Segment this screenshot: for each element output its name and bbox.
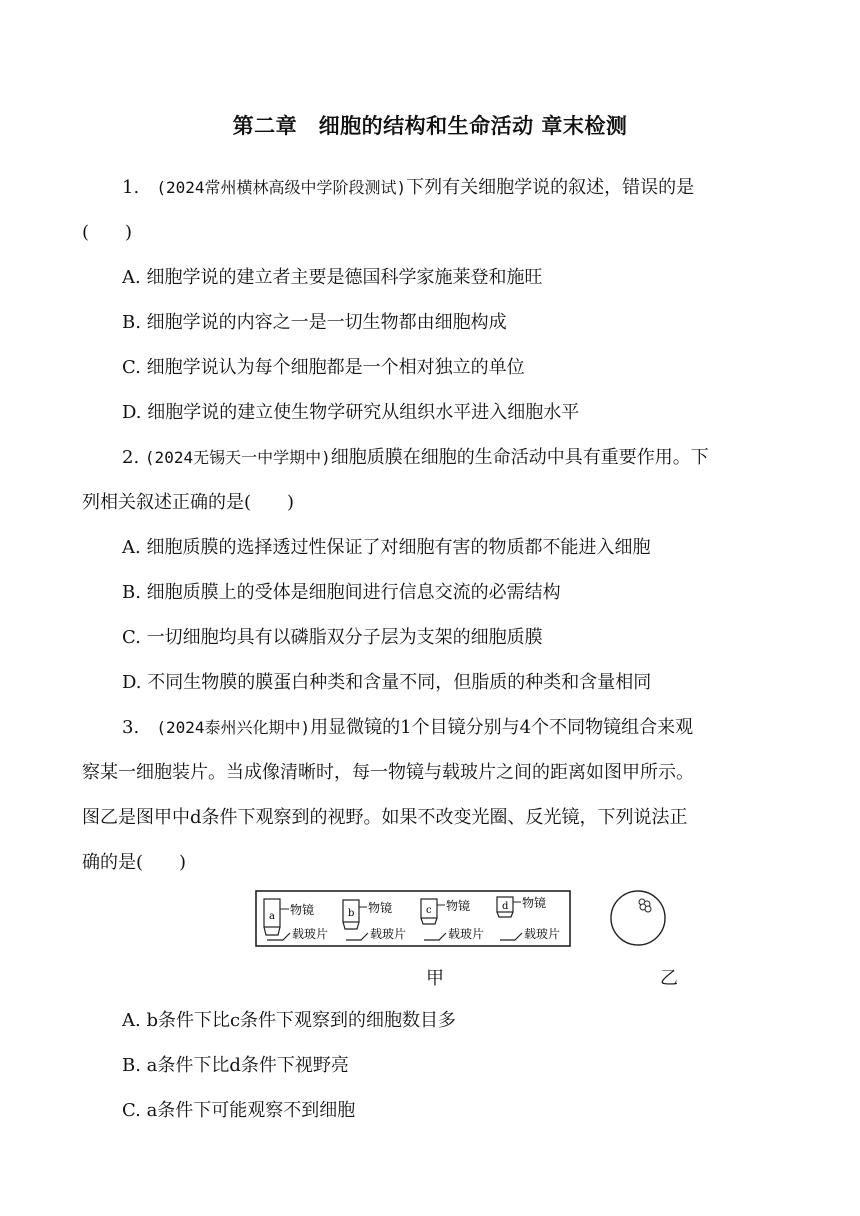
question-1-blank: ( ): [82, 222, 133, 243]
question-3-stem-1: 用显微镜的1个目镜分别与4个不同物镜组合来观: [310, 717, 694, 738]
figure-label-jia: 甲: [426, 968, 444, 989]
objective-lens-a: [264, 899, 328, 941]
objective-lens-b: [343, 900, 406, 941]
lens-label-b: b: [348, 908, 355, 919]
question-1-stem: 下列有关细胞学说的叙述，错误的是: [406, 177, 695, 198]
lens-label-d: d: [502, 901, 509, 912]
objective-label-d: 物镜: [522, 896, 547, 910]
question-2-line-1: [122, 446, 709, 470]
question-2-stem-2: 列相关叙述正确的是( ): [82, 492, 295, 513]
question-2-option-c: C. 一切细胞均具有以磷脂双分子层为支架的细胞质膜: [122, 627, 543, 648]
question-2-number: 2.: [122, 447, 140, 468]
cell-cluster: [639, 899, 651, 912]
question-2-source: (2024无锡天一中学期中): [144, 448, 331, 467]
question-1-line-1: [122, 176, 694, 200]
figure-yi-field-of-view: [608, 888, 668, 948]
question-3-line-1: [122, 716, 693, 740]
lens-label-c: c: [426, 905, 432, 916]
objective-label-c: 物镜: [446, 899, 471, 913]
question-3-stem-4: 确的是( ): [82, 852, 187, 873]
figure-label-yi: 乙: [660, 968, 678, 989]
question-1-option-c: C. 细胞学说认为每个细胞都是一个相对独立的单位: [122, 357, 525, 378]
slide-label-a: 载玻片: [292, 927, 329, 941]
question-2-option-a: A. 细胞质膜的选择透过性保证了对细胞有害的物质都不能进入细胞: [122, 537, 651, 558]
slide-label-b: 载玻片: [370, 927, 407, 941]
slide-label-c: 载玻片: [448, 927, 485, 941]
question-1-source: (2024常州横林高级中学阶段测试): [156, 178, 407, 197]
question-3-stem-2: 察某一细胞装片。当成像清晰时，每一物镜与载玻片之间的距离如图甲所示。: [82, 762, 694, 783]
question-3-source: (2024泰州兴化期中): [156, 718, 311, 737]
question-1-option-d: D. 细胞学说的建立使生物学研究从组织水平进入细胞水平: [122, 402, 580, 423]
question-3-number: 3.: [122, 717, 140, 738]
page-title: 第二章 细胞的结构和生命活动 章末检测: [232, 114, 628, 138]
question-3-option-b: B. a条件下比d条件下视野亮: [122, 1055, 349, 1076]
question-1-option-b: B. 细胞学说的内容之一是一切生物都由细胞构成: [122, 312, 507, 333]
lens-label-a: a: [269, 911, 275, 922]
question-3-stem-3: 图乙是图甲中d条件下观察到的视野。如果不改变光圈、反光镜，下列说法正: [82, 807, 688, 828]
field-of-view-circle: [611, 891, 665, 945]
objective-lens-c: [421, 898, 484, 941]
figure-jia-objectives: [255, 890, 571, 948]
question-2-option-b: B. 细胞质膜上的受体是细胞间进行信息交流的必需结构: [122, 582, 561, 603]
objective-lens-d: [497, 895, 560, 941]
objective-label-a: 物镜: [290, 903, 315, 917]
question-1-option-a: A. 细胞学说的建立者主要是德国科学家施莱登和施旺: [122, 267, 543, 288]
question-2-option-d: D. 不同生物膜的膜蛋白种类和含量不同，但脂质的种类和含量相同: [122, 672, 652, 693]
question-1-number: 1.: [122, 177, 140, 198]
objective-label-b: 物镜: [368, 901, 393, 915]
question-3-option-c: C. a条件下可能观察不到细胞: [122, 1100, 356, 1121]
question-2-stem-1: 细胞质膜在细胞的生命活动中具有重要作用。下: [330, 447, 709, 468]
slide-label-d: 载玻片: [524, 927, 561, 941]
question-3-option-a: A. b条件下比c条件下观察到的细胞数目多: [122, 1010, 457, 1031]
